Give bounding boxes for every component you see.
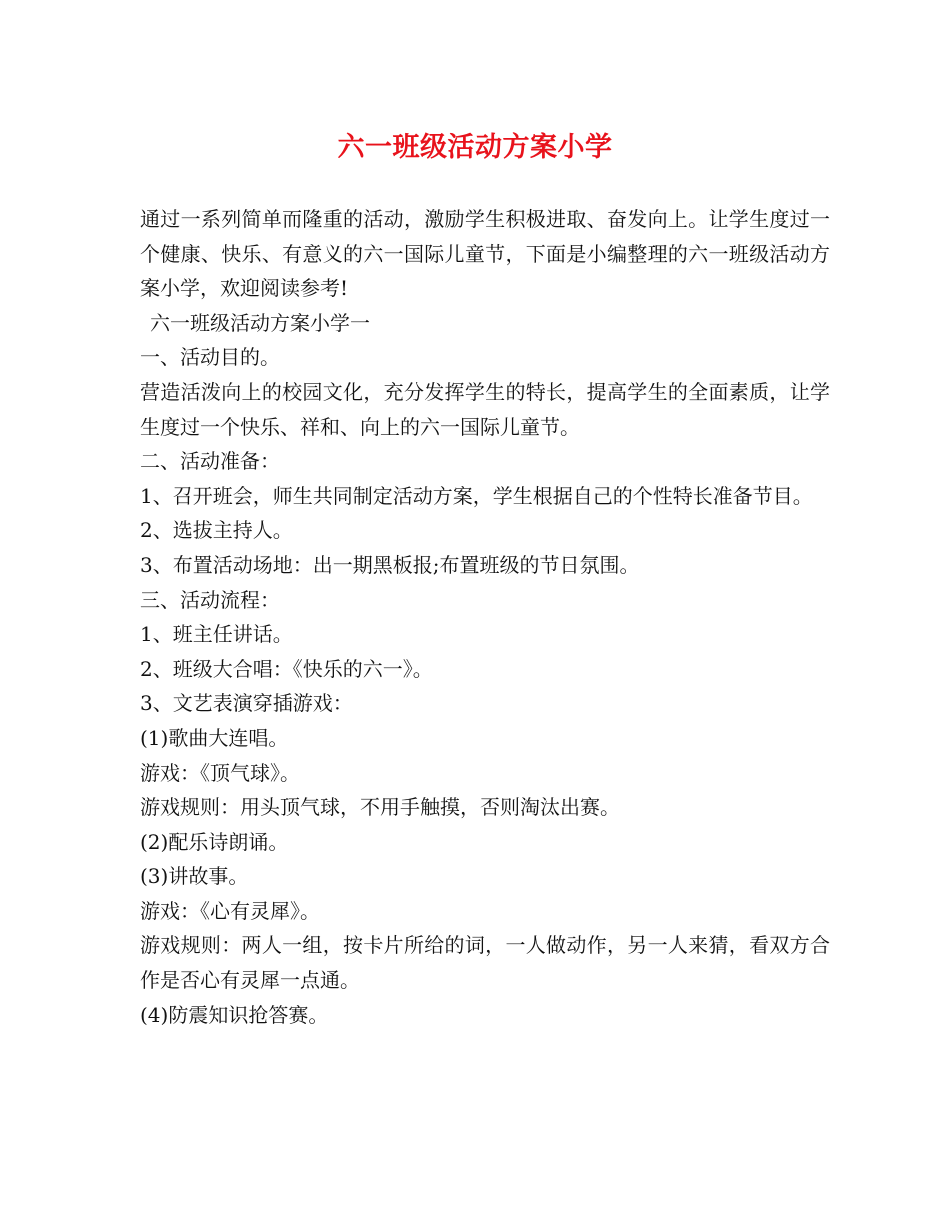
section-heading: 六一班级活动方案小学一 bbox=[150, 310, 370, 335]
process-item-2: 2、班级大合唱：《快乐的六一》。 bbox=[140, 656, 433, 681]
document-title: 六一班级活动方案小学 bbox=[337, 132, 613, 163]
preparation-item-3: 3、布置活动场地：出一期黑板报;布置班级的节日氛围。 bbox=[140, 552, 640, 577]
program-item-1: (1)歌曲大连唱。 bbox=[140, 725, 289, 750]
heading-activity-process: 三、活动流程： bbox=[140, 587, 280, 612]
document-body bbox=[140, 202, 830, 1032]
process-item-1: 1、班主任讲话。 bbox=[140, 622, 293, 647]
heading-activity-preparation: 二、活动准备： bbox=[140, 449, 280, 474]
program-item-4: (4)防震知识抢答赛。 bbox=[140, 1002, 329, 1027]
game-1: 游戏：《顶气球》。 bbox=[140, 760, 300, 785]
game-2-rules: 游戏规则：两人一组，按卡片所给的词，一人做动作，另一人来猜，看双方合作是否心有灵犀一点通。 bbox=[140, 933, 830, 993]
preparation-item-2: 2、选拔主持人。 bbox=[140, 518, 293, 543]
process-item-3: 3、文艺表演穿插游戏： bbox=[140, 691, 353, 716]
purpose-paragraph: 营造活泼向上的校园文化，充分发挥学生的特长，提高学生的全面素质，让学生度过一个快乐、祥和、向上的六一国际儿童节。 bbox=[140, 379, 830, 439]
program-item-3: (3)讲故事。 bbox=[140, 864, 249, 889]
program-item-2: (2)配乐诗朗诵。 bbox=[140, 829, 289, 854]
heading-activity-purpose: 一、活动目的。 bbox=[140, 345, 280, 370]
intro-paragraph: 通过一系列简单而隆重的活动，激励学生积极进取、奋发向上。让学生度过一个健康、快乐、有意义的六一国际儿童节，下面是小编整理的六一班级活动方案小学，欢迎阅读参考! bbox=[140, 207, 830, 301]
preparation-item-1: 1、召开班会，师生共同制定活动方案，学生根据自己的个性特长准备节目。 bbox=[140, 483, 813, 508]
game-1-rules: 游戏规则：用头顶气球，不用手触摸，否则淘汰出赛。 bbox=[140, 795, 620, 820]
game-2: 游戏：《心有灵犀》。 bbox=[140, 898, 320, 923]
